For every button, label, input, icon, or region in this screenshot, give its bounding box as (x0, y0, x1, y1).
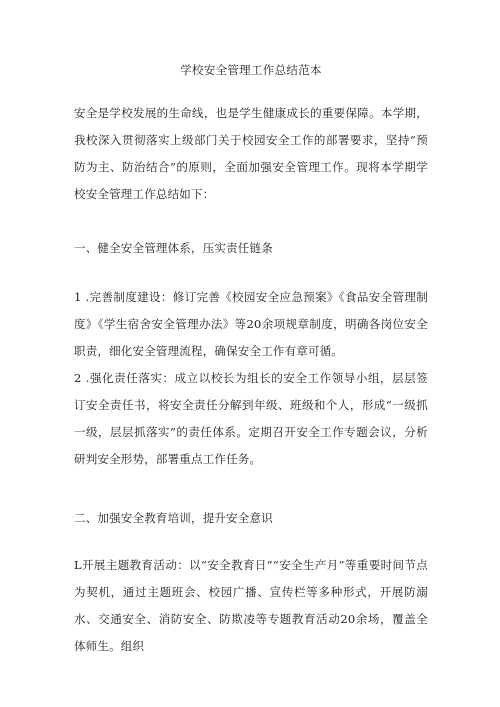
section-1-item-1: 1 .完善制度建设：修订完善《校园安全应急预案》《食品安全管理制度》《学生宿舍安全管理办法》等20余项规章制度，明确各岗位安全职责，细化安全管理流程，确保安全工作有章可循。 (74, 290, 428, 358)
section-1-heading: 一、健全安全管理体系，压实责任链条 (74, 241, 273, 255)
intro-paragraph: 安全是学校发展的生命线，也是学生健康成长的重要保障。本学期，我校深入贯彻落实上级部门关于校园安全工作的部署要求，坚持“预防为主、防治结合”的原则，全面加强安全管理工作。现将本学期学校安全管理工作总结如下： (74, 106, 428, 201)
section-2-heading: 二、加强安全教育培训，提升安全意识 (74, 511, 273, 525)
document-title: 学校安全管理工作总结范本 (180, 63, 322, 77)
section-1-item-2: 2 .强化责任落实：成立以校长为组长的安全工作领导小组，层层签订安全责任书，将安全责任分解到年级、班级和个人，形成“一级抓一级，层层抓落实”的责任体系。定期召开安全工作专题会议，分析研判安全形势，部署重点工作任务。 (74, 371, 428, 466)
section-2-item-1: L开展主题教育活动：以“安全教育日”“安全生产月”等重要时间节点为契机，通过主题班会、校园广播、宣传栏等多种形式，开展防溺水、交通安全、消防安全、防欺凌等专题教育活动20余场，覆盖全体师生。组织 (74, 558, 428, 653)
